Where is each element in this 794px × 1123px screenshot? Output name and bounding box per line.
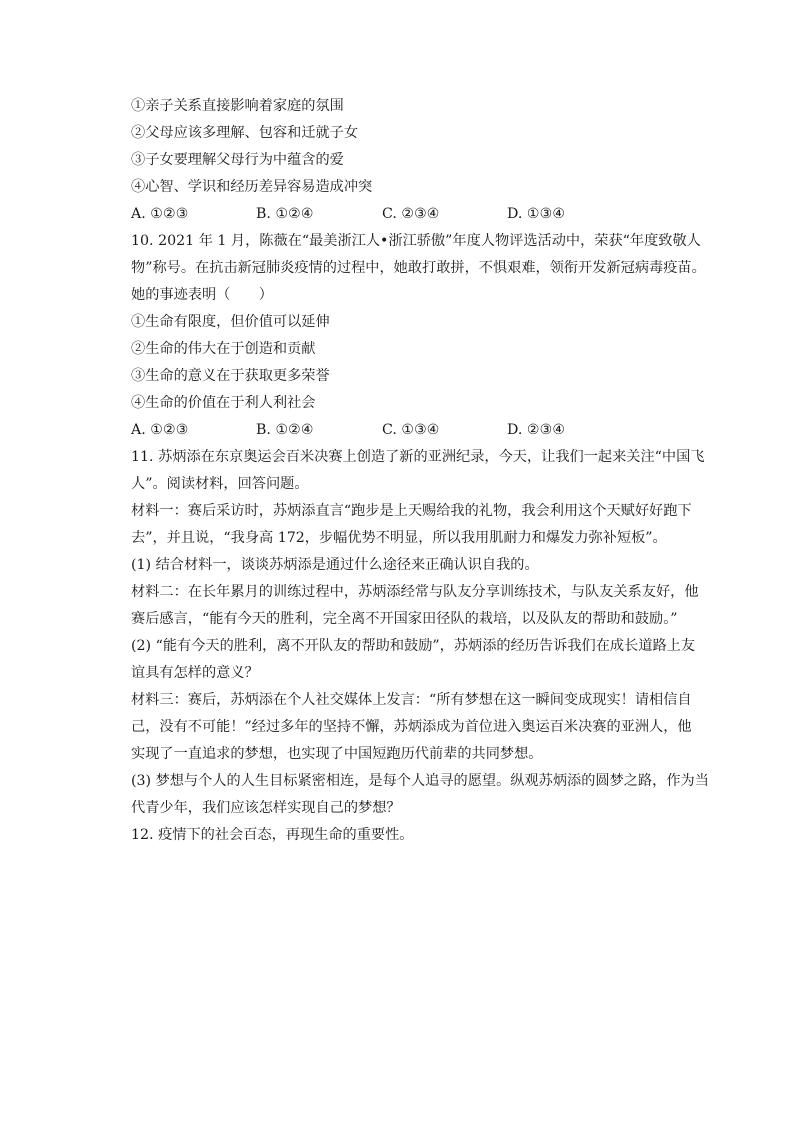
question-11 bbox=[131, 444, 711, 822]
material-text-line: 材料一：赛后采访时，苏炳添直言“跑步是上天赐给我的礼物，我会利用这个天赋好好跑下 bbox=[131, 503, 692, 519]
option-d: D. ①③④ bbox=[507, 206, 566, 222]
question-stem-line: 10. 2021 年 1 月，陈薇在“最美浙江人•浙江骄傲”年度人物评选活动中，荣获“年度致敬人 bbox=[131, 233, 701, 249]
option-c: C. ②③④ bbox=[382, 206, 440, 222]
exam-content bbox=[131, 93, 711, 849]
material-text-line: 去”，并且说，“我身高 172，步幅优势不明显，所以我用肌耐力和爆发力弥补短板”。 bbox=[131, 530, 667, 546]
statement-item: ②生命的伟大在于创造和贡献 bbox=[131, 341, 316, 357]
question-text-line: 11. 苏炳添在东京奥运会百米决赛上创造了新的亚洲纪录，今天，让我们一起来关注“中国飞 bbox=[131, 449, 705, 465]
option-a: A. ①②③ bbox=[131, 422, 189, 438]
statement-item: ④生命的价值在于利人利社会 bbox=[131, 395, 316, 411]
sub-question-line: (3) 梦想与个人的人生目标紧密相连，是每个人追寻的愿望。纵观苏炳添的圆梦之路，作为当 bbox=[131, 773, 709, 789]
question-10 bbox=[131, 228, 711, 444]
option-b: B. ①②④ bbox=[256, 206, 314, 222]
statement-item: ②父母应该多理解、包容和迁就子女 bbox=[131, 125, 359, 141]
material-text-line: 赛后感言，“能有今天的胜利，完全离不开国家田径队的栽培，以及队友的帮助和鼓励。” bbox=[131, 611, 678, 627]
option-c: C. ①③④ bbox=[382, 422, 440, 438]
sub-question-line: (2) “能有今天的胜利，离不开队友的帮助和鼓励”，苏炳添的经历告诉我们在成长道路上友 bbox=[131, 638, 696, 654]
material-text-line: 实现了一直追求的梦想，也实现了中国短跑历代前辈的共同梦想。 bbox=[131, 746, 543, 762]
material-text-line: 材料二：在长年累月的训练过程中，苏炳添经常与队友分享训练技术，与队友关系友好，他 bbox=[131, 584, 699, 600]
material-text-line: 己，没有不可能！”经过多年的坚持不懈，苏炳添成为首位进入奥运百米决赛的亚洲人，他 bbox=[131, 719, 692, 735]
material-text-line: 材料三：赛后，苏炳添在个人社交媒体上发言：“所有梦想在这一瞬间变成现实！请相信自 bbox=[131, 692, 692, 708]
sub-question-line: 代青少年，我们应该怎样实现自己的梦想？ bbox=[131, 800, 401, 816]
question-stem-line: 她的事迹表明（ ） bbox=[131, 287, 273, 303]
option-b: B. ①②④ bbox=[256, 422, 314, 438]
sub-question-line: 谊具有怎样的意义？ bbox=[131, 665, 259, 681]
question-stem-line: 12. 疫情下的社会百态，再现生命的重要性。 bbox=[131, 827, 414, 843]
sub-question-line: (1) 结合材料一，谈谈苏炳添是通过什么途径来正确认识自我的。 bbox=[131, 557, 539, 573]
answer-options bbox=[131, 417, 711, 444]
option-d: D. ②③④ bbox=[507, 422, 566, 438]
statement-item: ④心智、学识和经历差异容易造成冲突 bbox=[131, 179, 373, 195]
question-stem-line: 物”称号。在抗击新冠肺炎疫情的过程中，她敢打敢拼，不惧艰难，领衔开发新冠病毒疫苗。 bbox=[131, 260, 706, 276]
statement-item: ③子女要理解父母行为中蕴含的爱 bbox=[131, 152, 344, 168]
question-12 bbox=[131, 822, 711, 849]
option-a: A. ①②③ bbox=[131, 206, 189, 222]
question-text-line: 人”。阅读材料，回答问题。 bbox=[131, 476, 309, 492]
answer-options bbox=[131, 201, 711, 228]
statement-item: ③生命的意义在于获取更多荣誉 bbox=[131, 368, 330, 384]
statement-item: ①亲子关系直接影响着家庭的氛围 bbox=[131, 98, 344, 114]
statement-item: ①生命有限度，但价值可以延伸 bbox=[131, 314, 330, 330]
question-9 bbox=[131, 93, 711, 228]
